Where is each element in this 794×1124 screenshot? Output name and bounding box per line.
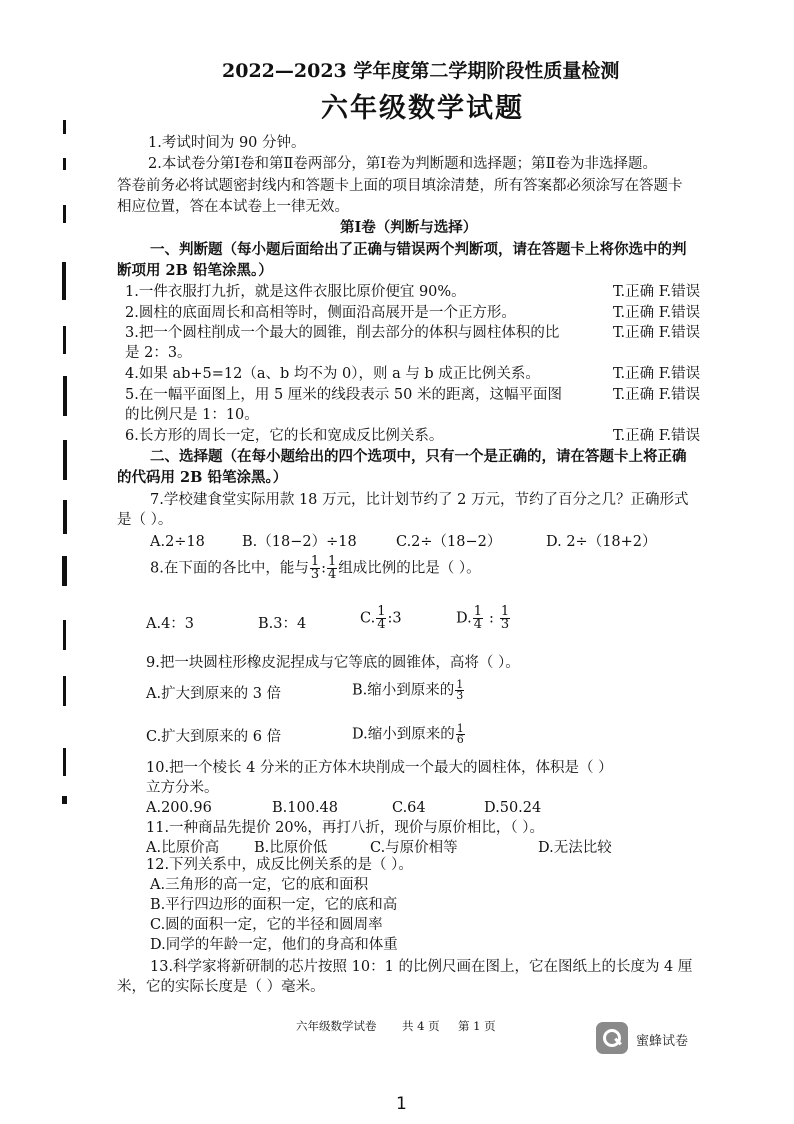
question-text: 6.长方形的周长一定，它的长和宽成反比例关系。 <box>125 428 444 444</box>
fraction-one-third <box>500 606 510 631</box>
tf-options: T.正确 F.错误 <box>613 387 701 403</box>
denominator: 4 <box>377 617 386 632</box>
option-b: B.3：4 <box>258 616 307 632</box>
denominator: 3 <box>456 689 464 702</box>
numerator: 1 <box>328 554 337 569</box>
option-b: B.比原价低 <box>254 840 328 856</box>
question-text: 1.一件衣服打九折，就是这件衣服比原价便宜 90%。 <box>125 284 466 300</box>
section-heading: 的代码用 2B 铅笔涂黑。） <box>117 469 288 486</box>
question-text: 立方分米。 <box>146 780 219 796</box>
option-c: C.扩大到原来的 6 倍 <box>146 729 282 745</box>
question-text: 11.一种商品先提价 20%，再打八折，现价与原价相比，（ ）。 <box>146 820 545 836</box>
option-d: D.50.24 <box>484 800 542 816</box>
instruction-line: 1.考试时间为 90 分钟。 <box>148 135 306 151</box>
question-text: 5.在一幅平面图上，用 5 厘米的线段表示 50 米的距离，这幅平面图 <box>125 387 562 403</box>
option-c <box>360 606 402 631</box>
option-a: A.2÷18 <box>150 534 205 550</box>
footer-total-pages: 共 4 页 <box>402 1019 440 1033</box>
option-label: C. <box>360 610 376 627</box>
question-text-suffix: 组成比例的比是（ ）。 <box>338 560 481 577</box>
option-a: A.三角形的高一定，它的底和面积 <box>150 877 369 893</box>
fraction-one-quarter <box>327 556 337 581</box>
question-text-prefix: 8.在下面的各比中，能与 <box>150 560 309 577</box>
question-text: 12.下列关系中，成反比例关系的是（ ）。 <box>146 857 413 873</box>
binding-mark <box>63 620 66 650</box>
footer-page-number: 第 1 页 <box>458 1019 496 1033</box>
numerator: 1 <box>456 678 464 691</box>
option-d <box>352 724 466 745</box>
question-text: 4.如果 ab+5=12（a、b 均不为 0），则 a 与 b 成正比例关系。 <box>125 366 540 382</box>
binding-mark <box>63 205 66 223</box>
fraction-one-quarter <box>376 606 386 631</box>
option-c: C.圆的面积一定，它的半径和圆周率 <box>150 917 383 933</box>
option-c: C.64 <box>392 800 426 816</box>
option-b: B.（18−2）÷18 <box>242 534 357 550</box>
option-a: A.扩大到原来的 3 倍 <box>146 686 282 702</box>
question-text: 9.把一块圆柱形橡皮泥捏成与它等底的圆锥体，高将（ ）。 <box>146 655 520 671</box>
brand-name: 蜜蜂试卷 <box>636 1034 689 1049</box>
option-b: B.100.48 <box>272 800 339 816</box>
question-text: 8.在下面的各比中，能与 $\frac{1}{3}$ : $\frac{1}{4}$ 组成比例的比是（ ）。 <box>150 554 481 582</box>
tf-options: T.正确 F.错误 <box>613 305 701 321</box>
numerator: 1 <box>377 604 386 619</box>
question-text: 13.科学家将新研制的芯片按照 10：1 的比例尺画在图上，它在图纸上的长度为 4 厘 <box>150 959 693 975</box>
tf-options: T.正确 F.错误 <box>613 284 701 300</box>
binding-mark <box>63 120 66 134</box>
fraction-one-sixth <box>456 724 465 745</box>
binding-mark <box>62 556 67 586</box>
binding-mark <box>62 796 67 804</box>
question-text: 3.把一个圆柱削成一个最大的圆锥，削去部分的体积与圆柱体积的比 <box>125 325 560 341</box>
binding-mark <box>62 262 66 300</box>
numerator: 1 <box>500 604 510 619</box>
binding-mark <box>63 676 66 706</box>
binding-mark <box>63 500 67 534</box>
question-text: 7.学校建食堂实际用款 18 万元，比计划节约了 2 万元，节约了百分之几？正确形式 <box>150 492 689 508</box>
binding-mark <box>63 158 66 170</box>
tf-options: T.正确 F.错误 <box>613 325 701 341</box>
denominator: 3 <box>500 617 510 632</box>
binding-mark <box>63 326 66 354</box>
option-text: B.缩小到原来的 <box>352 682 455 699</box>
option-d: D. 2÷（18+2） <box>546 534 657 550</box>
option-label: D. <box>456 610 472 627</box>
question-text: 是 2：3。 <box>125 345 192 361</box>
exam-title: 2022—2023 学年度第二学期阶段性质量检测 <box>222 60 620 82</box>
page-number: 1 <box>396 1094 407 1114</box>
denominator: 4 <box>328 567 337 582</box>
option-c: C.2÷（18−2） <box>396 534 502 550</box>
denominator: 4 <box>473 617 482 632</box>
option-text: D.缩小到原来的 <box>352 726 455 743</box>
instruction-line: 相应位置，答在本试卷上一律无效。 <box>117 199 349 215</box>
section-heading: 断项用 2B 铅笔涂黑。） <box>117 262 273 279</box>
question-text: 10.把一个棱长 4 分米的正方体木块削成一个最大的圆柱体，体积是（ ） <box>146 760 613 776</box>
option-c: C.与原价相等 <box>370 840 458 856</box>
part-title: 第Ⅰ卷（判断与选择） <box>340 219 478 236</box>
option-d: D.同学的年龄一定，他们的身高和体重 <box>150 937 398 953</box>
fraction-one-third <box>310 556 320 581</box>
option-b <box>352 680 465 701</box>
fraction-one-quarter <box>473 606 483 631</box>
option-a: A.200.96 <box>146 800 212 816</box>
exam-subtitle: 六年级数学试题 <box>321 93 524 124</box>
binding-mark <box>63 376 67 416</box>
section-heading: 一、判断题（每小题后面给出了正确与错误两个判断项，请在答题卡上将你选中的判 <box>150 241 687 258</box>
numerator: 1 <box>310 554 320 569</box>
instruction-line: 答卷前务必将试题密封线内和答题卡上面的项目填涂清楚，所有答案都必须涂写在答题卡 <box>117 178 683 194</box>
denominator: 6 <box>456 733 464 746</box>
option-a: A.比原价高 <box>146 840 220 856</box>
question-text: 的比例尺是 1：10。 <box>125 407 259 423</box>
option-d: D. $\frac{1}{4}$ : $\frac{1}{3}$ <box>456 604 510 632</box>
binding-mark <box>63 748 66 776</box>
question-text: 米，它的实际长度是（ ）毫米。 <box>117 979 325 995</box>
question-text: 是（ ）。 <box>117 512 173 528</box>
section-heading: 二、选择题（在每小题给出的四个选项中，只有一个是正确的，请在答题卡上将正确 <box>150 448 687 465</box>
footer-paper-name: 六年级数学试卷 <box>296 1019 377 1033</box>
instruction-line: 2.本试卷分第Ⅰ卷和第Ⅱ卷两部分，第Ⅰ卷为判断题和选择题；第Ⅱ卷为非选择题。 <box>148 156 657 172</box>
option-b: B.平行四边形的面积一定，它的底和高 <box>150 897 398 913</box>
option-d: D.无法比较 <box>538 840 612 856</box>
numerator: 1 <box>456 722 464 735</box>
question-text: 2.圆柱的底面周长和高相等时，侧面沿高展开是一个正方形。 <box>125 305 516 321</box>
bee-logo-icon <box>596 1022 628 1054</box>
tf-options: T.正确 F.错误 <box>613 428 701 444</box>
option-a: A.4：3 <box>146 616 195 632</box>
numerator: 1 <box>473 604 482 619</box>
binding-mark <box>63 440 67 480</box>
fraction-one-third <box>455 680 464 701</box>
tf-options: T.正确 F.错误 <box>613 366 701 382</box>
denominator: 3 <box>310 567 320 582</box>
option-rest: :3 <box>387 610 402 627</box>
